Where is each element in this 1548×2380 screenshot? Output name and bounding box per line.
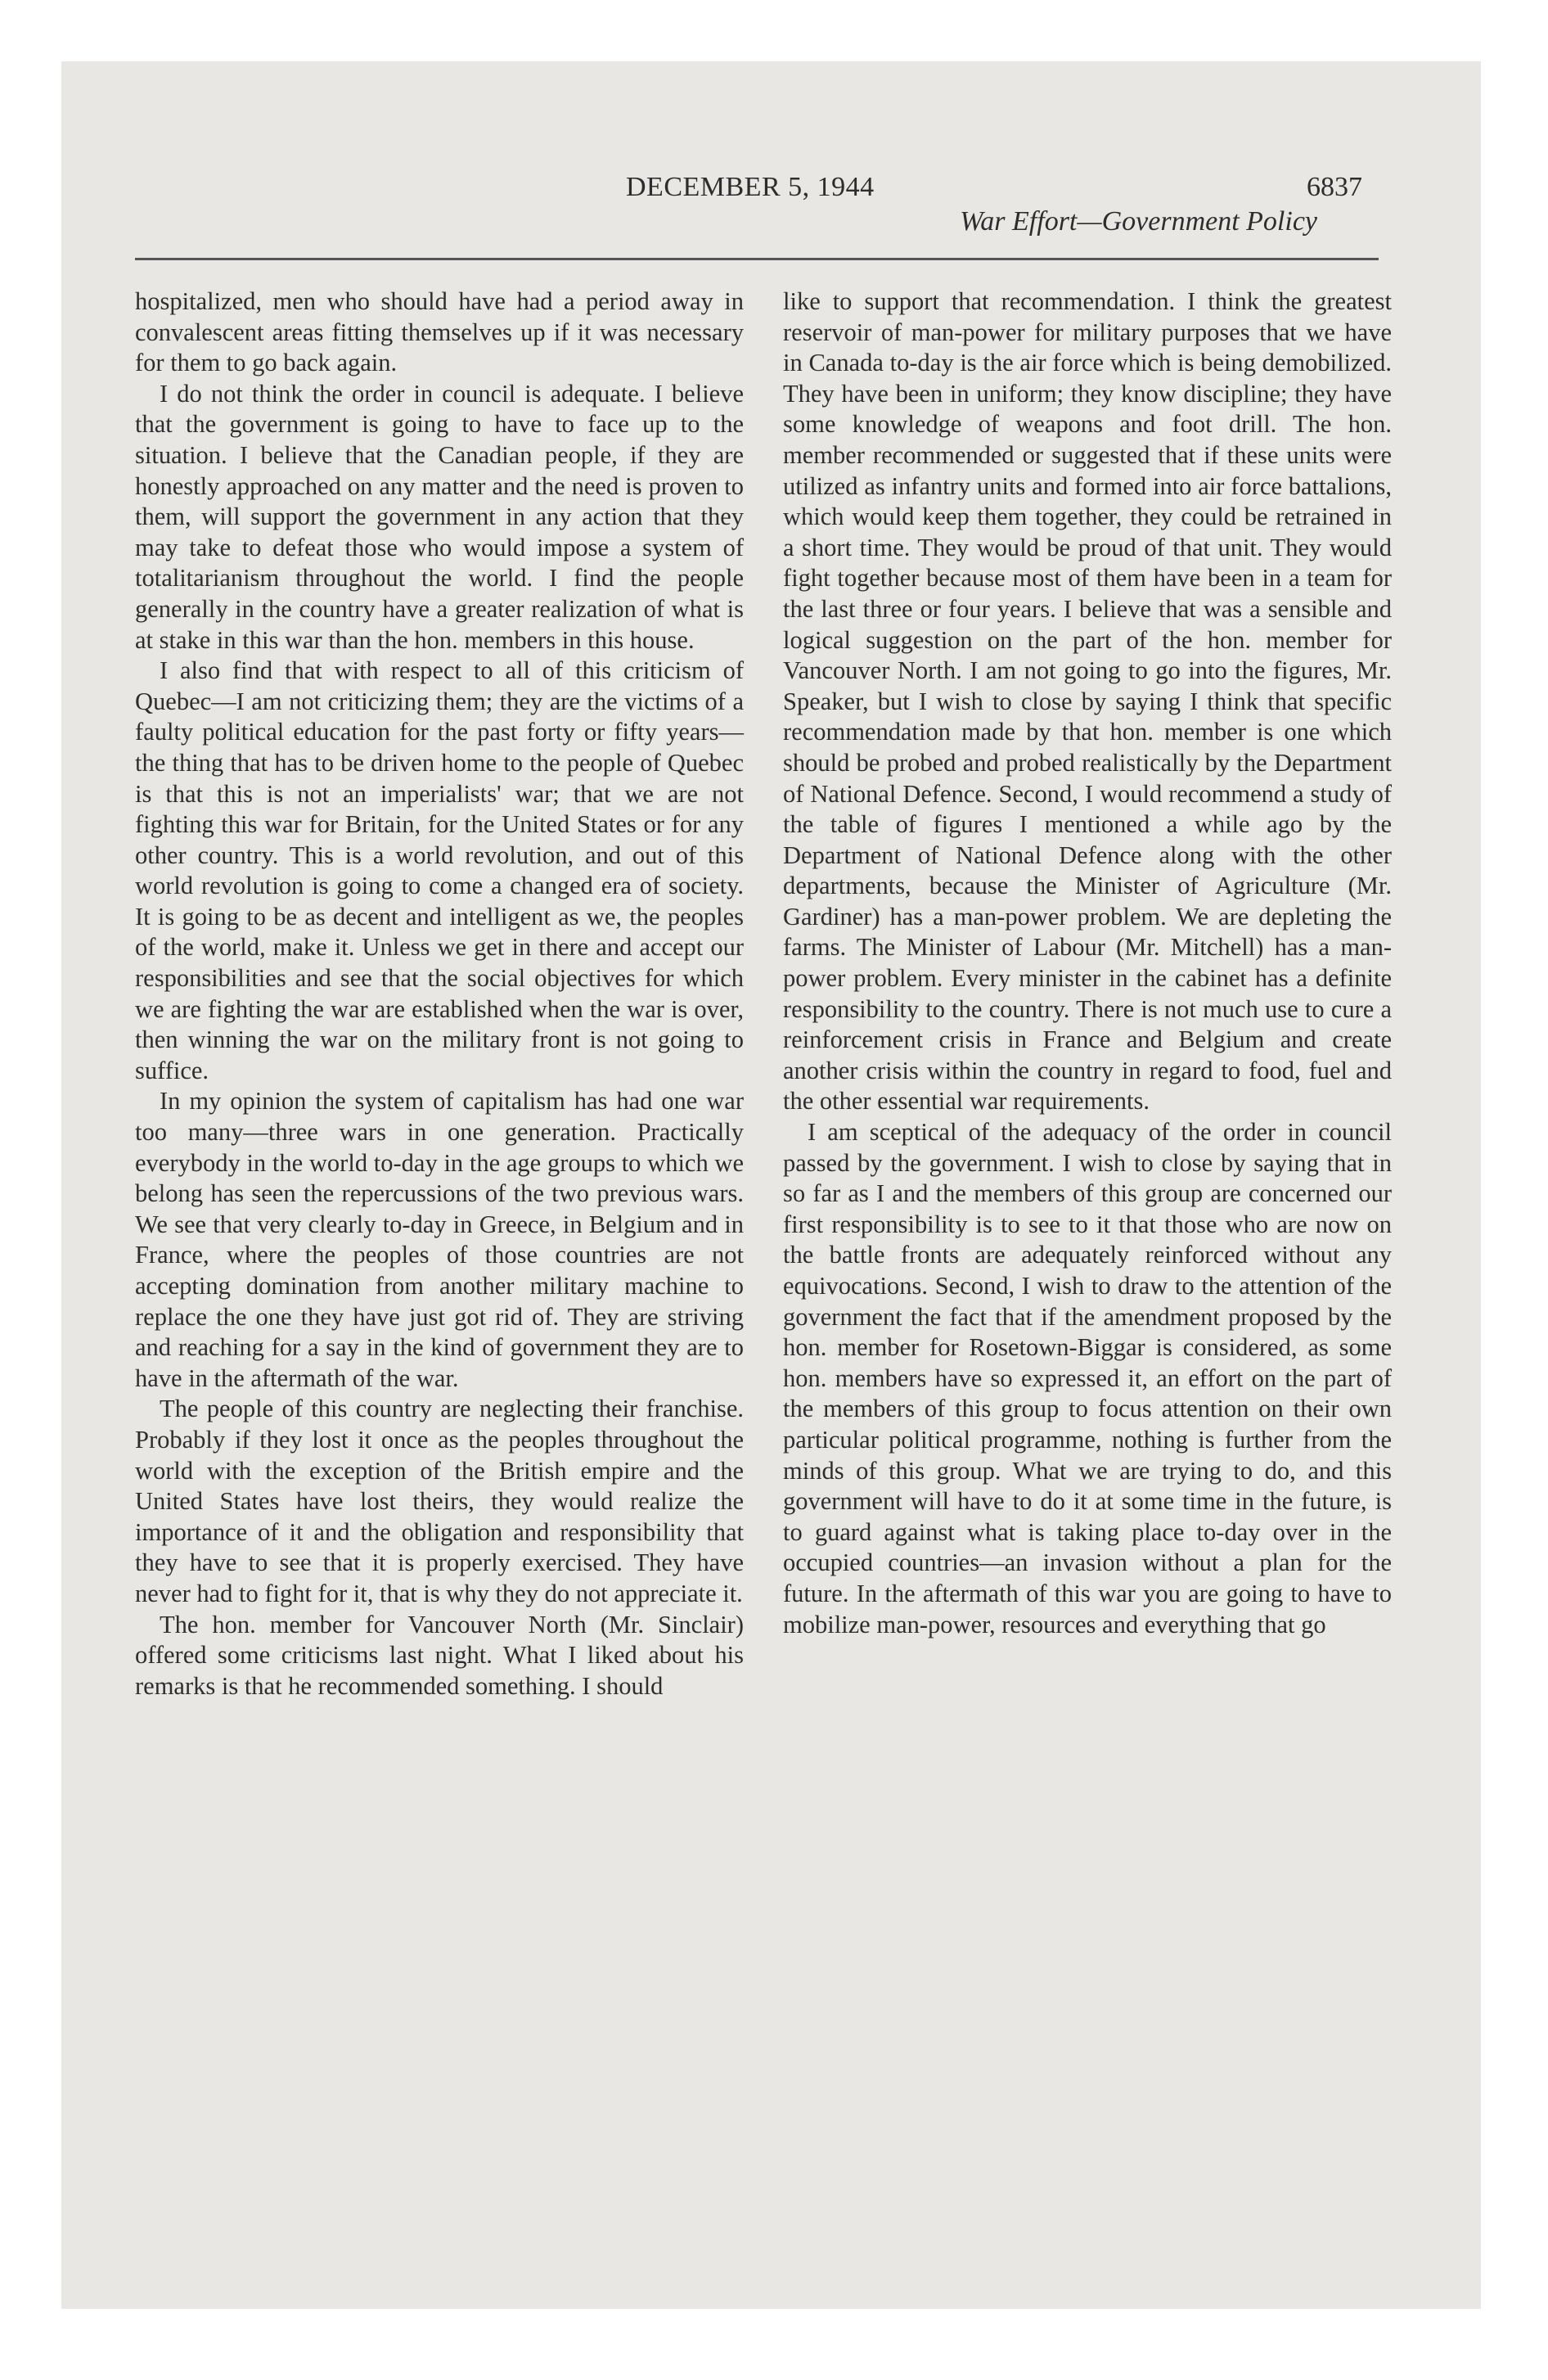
- header-date: DECEMBER 5, 1944: [626, 172, 875, 202]
- left-column: [135, 286, 744, 1702]
- header-rule: [135, 258, 1379, 260]
- right-column: [783, 286, 1392, 1640]
- paragraph: like to support that recommendation. I think the greatest reservoir of man-power for military purposes that we have in Canada to-day is the air force which is being demobilized. They have been in uniform; they know discipline; they have some knowledge of weapons and foot drill. The hon. member recommended or suggested that if these units were utilized as infantry units and formed into air force battalions, which would keep them together, they could be retrained in a short time. They would be proud of that unit. They would fight together because most of them have been in a team for the last three or four years. I believe that was a sensible and logical suggestion on the part of the hon. member for Vancouver North. I am not going to go into the figures, Mr. Speaker, but I wish to close by saying I think that specific recommendation made by that hon. member is one which should be probed and probed realistically by the Department of National Defence. Second, I would recommend a study of the table of figures I mentioned a while ago by the Department of National Defence along with the other departments, because the Minister of Agriculture (Mr. Gardiner) has a man-power problem. We are depleting the farms. The Minister of Labour (Mr. Mitchell) has a man-power problem. Every minister in the cabinet has a definite responsibility to the country. There is not much use to cure a reinforcement crisis in France and Belgium and create another crisis within the country in regard to food, fuel and the other essential war requirements.: [783, 287, 1392, 1116]
- scanned-page: [61, 61, 1481, 2309]
- paragraph: The people of this country are neglecting their franchise. Probably if they lost it once as the peoples throughout the world with the exception of the British empire and the United States have lost theirs, they would realize the importance of it and the obligation and responsibility that they have to see that it is properly exercised. They have never had to fight for it, that is why they do not appreciate it.: [135, 1395, 744, 1607]
- paragraph: hospitalized, men who should have had a period away in convalescent areas fitting themselves up if it was necessary for them to go back again.: [135, 287, 744, 377]
- paragraph: In my opinion the system of capitalism has had one war too many—three wars in one generation. Practically everybody in the world to-day in the age groups to which we belong has seen the repercussions of the two previous wars. We see that very clearly to-day in Greece, in Belgium and in France, where the peoples of those countries are not accepting domination from another military machine to replace the one they have just got rid of. They are striving and reaching for a say in the kind of government they are to have in the aftermath of the war.: [135, 1087, 744, 1392]
- page-number: 6837: [1307, 172, 1362, 202]
- text-columns: [135, 286, 1392, 2251]
- paragraph: I do not think the order in council is adequate. I believe that the government is going to have to face up to the situation. I believe that the Canadian people, if they are honestly approached on any matter and the need is proven to them, will support the government in any action that they may take to defeat those who would impose a system of totalitarianism throughout the world. I find the people generally in the country have a greater realization of what is at stake in this war than the hon. members in this house.: [135, 379, 744, 654]
- running-title: War Effort—Government Policy: [960, 206, 1317, 237]
- paragraph: The hon. member for Vancouver North (Mr. Sinclair) offered some criticisms last night. What I liked about his remarks is that he recommended something. I should: [135, 1610, 744, 1700]
- page-header: [135, 172, 1379, 250]
- hansard-page: [135, 172, 1392, 2251]
- paragraph: I also find that with respect to all of this criticism of Quebec—I am not criticizing them; they are the victims of a faulty political education for the past forty or fifty years—the thing that has to be driven home to the people of Quebec is that this is not an imperialists' war; that we are not fighting this war for Britain, for the United States or for any other country. This is a world revolution, and out of this world revolution is going to come a changed era of society. It is going to be as decent and intelligent as we, the peoples of the world, make it. Unless we get in there and accept our responsibilities and see that the social objectives for which we are fighting the war are established when the war is over, then winning the war on the military front is not going to suffice.: [135, 656, 744, 1084]
- paragraph: I am sceptical of the adequacy of the order in council passed by the government. I wish to close by saying that in so far as I and the members of this group are concerned our first responsibility is to see to it that those who are now on the battle fronts are adequately reinforced without any equivocations. Second, I wish to draw to the attention of the government the fact that if the amendment proposed by the hon. member for Rosetown-Biggar is considered, as some hon. members have so expressed it, an effort on the part of the members of this group to focus attention on their own particular political programme, nothing is further from the minds of this group. What we are trying to do, and this government will have to do it at some time in the future, is to guard against what is taking place to-day over in the occupied countries—an invasion without a plan for the future. In the aftermath of this war you are going to have to mobilize man-power, resources and everything that go: [783, 1118, 1392, 1639]
